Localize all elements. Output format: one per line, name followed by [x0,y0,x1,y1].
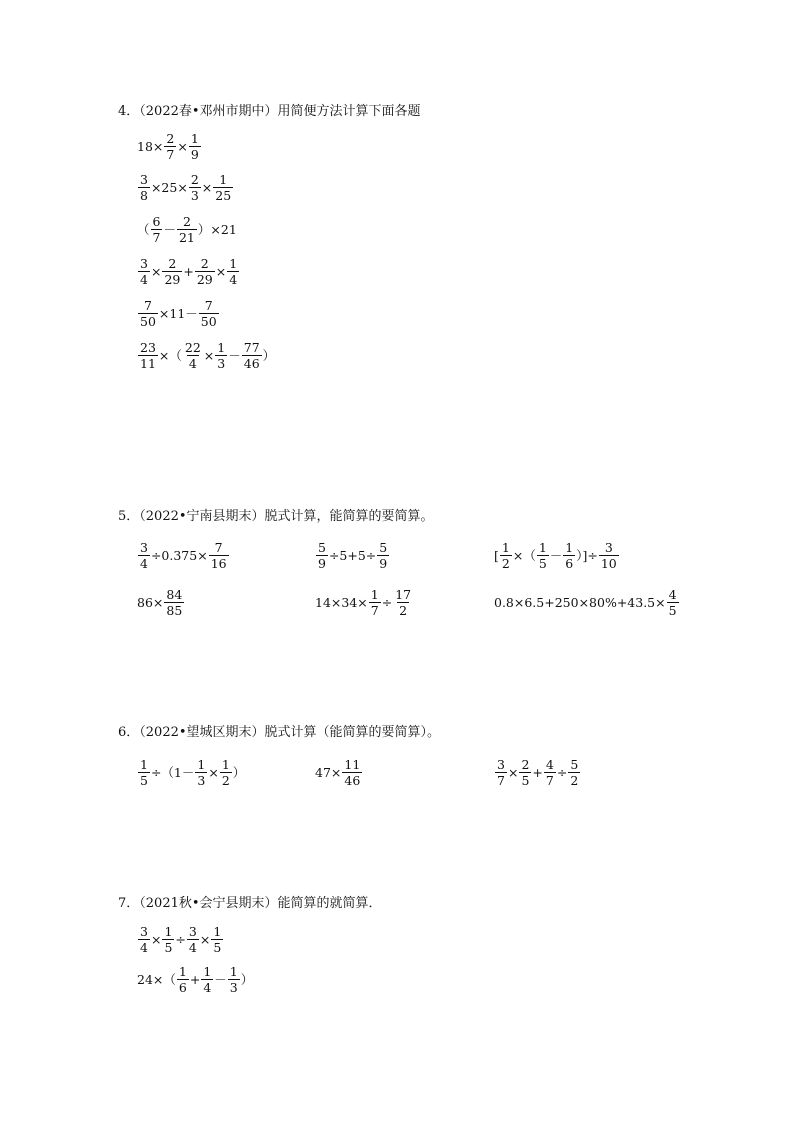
expression-text: ） [262,348,276,363]
fraction-numerator: 1 [164,923,173,939]
fraction-numerator: 5 [318,539,326,555]
expression-text: × [199,931,211,947]
fraction-denominator: 2 [221,772,230,788]
expression-text: ×25× [150,179,188,195]
fraction [138,340,158,371]
fraction-denominator: 9 [190,146,199,162]
fraction [242,340,262,371]
fraction-numerator: 3 [188,923,197,939]
expression-text: ）]÷ [576,548,598,563]
fraction-numerator: 3 [140,539,148,555]
fraction [138,924,150,955]
fraction-numerator: 7 [214,539,223,555]
fraction [316,540,328,571]
fraction [177,964,189,995]
fraction [211,924,223,955]
fraction [138,298,158,329]
math-expression [494,754,581,790]
expression-text: 86× [137,594,164,610]
math-expression [137,584,185,620]
fraction-denominator: 4 [140,555,148,571]
fraction [519,757,531,788]
fraction [164,587,184,618]
fraction-denominator: 7 [545,772,554,788]
fraction-denominator: 16 [210,555,227,571]
fraction-numerator: 1 [370,586,379,602]
fraction [667,587,679,618]
expression-text: + [532,764,543,780]
fraction-numerator: 3 [140,255,148,271]
fraction-numerator: 23 [140,339,156,355]
fraction [227,256,239,287]
fraction [138,757,150,788]
fraction [220,757,232,788]
fraction [599,540,619,571]
fraction-denominator: 5 [668,602,677,618]
fraction-denominator: 2 [570,772,579,788]
expression-text: ÷0.375× [150,547,208,563]
math-expression [137,253,240,289]
fraction-denominator: 5 [213,939,222,955]
fraction-denominator: 11 [140,355,156,371]
math-expression [137,128,202,164]
fraction-denominator: 3 [217,355,226,371]
fraction-numerator: 2 [521,756,530,772]
fraction-numerator: 22 [184,339,201,355]
fraction-denominator: 25 [215,187,232,203]
fraction-denominator: 50 [140,313,156,329]
expression-text: ÷（1－ [150,765,195,780]
expression-text: ×11－ [158,306,198,321]
fraction-denominator: 4 [203,979,212,995]
fraction-numerator: 1 [203,963,212,979]
fraction [563,540,575,571]
fraction-denominator: 7 [152,229,161,245]
fraction [228,964,240,995]
fraction [369,587,381,618]
fraction-denominator: 3 [197,772,206,788]
fraction-denominator: 6 [565,555,574,571]
fraction [209,540,229,571]
fraction [199,298,219,329]
expression-text: + [183,263,194,279]
fraction-numerator: 2 [166,130,175,146]
math-expression [137,961,253,997]
expression-text: × [208,764,219,780]
fraction-denominator: 4 [140,939,148,955]
fraction-numerator: 1 [140,756,148,772]
fraction-numerator: 1 [213,923,222,939]
expression-text: × [507,764,519,780]
fraction [377,540,389,571]
fraction-denominator: 46 [344,772,361,788]
fraction [151,214,163,245]
fraction [189,172,201,203]
math-expression [494,584,680,620]
fraction-numerator: 1 [538,539,547,555]
fraction-denominator: 4 [188,939,197,955]
expression-text: ） [232,765,246,780]
problem-5-heading: 5．（2022•宁南县期末）脱式计算，能简算的要简算。 [118,509,434,524]
fraction [342,757,362,788]
fraction [164,131,176,162]
fraction-denominator: 7 [166,146,175,162]
fraction [177,214,197,245]
expression-text: × [203,347,215,363]
expression-text: 47× [315,764,342,780]
fraction [183,340,203,371]
expression-text: + [189,971,201,987]
fraction [201,964,213,995]
fraction-numerator: 3 [604,539,613,555]
math-expression [137,754,245,790]
expression-text: 18× [137,138,164,154]
fraction-numerator: 1 [217,339,226,355]
fraction [138,172,150,203]
fraction-denominator: 3 [229,979,238,995]
fraction [195,757,207,788]
fraction-numerator: 77 [243,339,260,355]
fraction-denominator: 2 [399,602,408,618]
fraction-numerator: 1 [229,963,238,979]
fraction [544,757,556,788]
expression-text: － [228,348,241,363]
expression-text: － [163,222,176,237]
fraction-denominator: 3 [190,187,199,203]
fraction [495,757,507,788]
math-expression [137,537,230,573]
fraction-denominator: 85 [166,602,183,618]
expression-text: ×（ [512,548,536,563]
fraction-numerator: 4 [668,586,677,602]
fraction-numerator: 3 [140,171,148,187]
fraction [162,924,174,955]
fraction-denominator: 21 [178,229,195,245]
math-expression [137,169,234,205]
fraction-denominator: 5 [521,772,530,788]
fraction-numerator: 3 [140,923,148,939]
expression-text: × [150,931,162,947]
expression-text: 24×（ [137,972,176,987]
math-expression [137,921,224,957]
fraction-denominator: 29 [196,271,213,287]
fraction-numerator: 1 [229,255,238,271]
fraction [213,172,233,203]
fraction-numerator: 4 [545,756,554,772]
fraction-numerator: 17 [395,586,412,602]
expression-text: ÷ [556,764,568,780]
expression-text: － [214,972,227,987]
fraction-numerator: 7 [204,297,213,313]
math-expression [494,537,620,573]
fraction [215,340,227,371]
expression-text: × [215,263,227,279]
fraction [537,540,549,571]
fraction [189,131,201,162]
fraction-denominator: 4 [140,271,148,287]
fraction-denominator: 2 [501,555,510,571]
fraction-denominator: 6 [178,979,187,995]
fraction-denominator: 4 [188,355,197,371]
math-expression [137,211,237,247]
fraction-denominator: 5 [164,939,173,955]
fraction-numerator: 1 [197,756,206,772]
fraction-denominator: 7 [370,602,379,618]
expression-text: ×（ [158,348,182,363]
fraction-denominator: 5 [140,772,148,788]
fraction-numerator: 6 [152,213,161,229]
fraction-numerator: 11 [344,756,361,772]
fraction [162,256,182,287]
math-expression [315,754,363,790]
fraction [568,757,580,788]
expression-text: ÷5+5÷ [328,547,377,563]
fraction-numerator: 1 [221,756,230,772]
fraction-denominator: 4 [229,271,238,287]
fraction-numerator: 7 [143,297,152,313]
fraction-denominator: 9 [379,555,388,571]
fraction-numerator: 2 [200,255,209,271]
expression-text: ÷ [175,931,186,947]
expression-text: 14×34× [315,594,368,610]
fraction [195,256,215,287]
fraction [187,924,199,955]
fraction-numerator: 1 [190,130,199,146]
math-expression [315,537,390,573]
expression-text: × [177,138,188,154]
fraction-denominator: 7 [497,772,505,788]
fraction-numerator: 3 [497,756,505,772]
expression-text: ） [240,972,254,987]
fraction-denominator: 29 [164,271,181,287]
fraction-numerator: 5 [570,756,579,772]
fraction [393,587,413,618]
problem-4-heading: 4．（2022春•邓州市期中）用简便方法计算下面各题 [118,104,421,119]
fraction-numerator: 2 [190,171,199,187]
expression-text: 0.8×6.5+250×80%+43.5× [494,594,666,610]
expression-text: ）×21 [197,222,237,237]
fraction-denominator: 46 [243,355,260,371]
expression-text: × [201,179,213,195]
math-expression [315,584,414,620]
fraction-numerator: 1 [565,539,574,555]
math-expression [137,295,220,331]
expression-text: （ [137,222,150,237]
expression-text: － [549,548,563,563]
fraction-denominator: 5 [538,555,547,571]
fraction-denominator: 8 [140,187,148,203]
fraction-numerator: 84 [166,586,183,602]
math-expression [137,337,275,373]
expression-text: [ [494,547,499,563]
fraction-denominator: 10 [600,555,617,571]
problem-6-heading: 6．（2022•望城区期末）脱式计算（能简算的要简算）。 [118,725,441,740]
expression-text: × [150,263,162,279]
fraction-numerator: 5 [379,539,388,555]
fraction [500,540,512,571]
fraction [138,256,150,287]
fraction-numerator: 1 [178,963,187,979]
expression-text: ÷ [381,594,393,610]
fraction-numerator: 2 [182,213,191,229]
fraction [138,540,150,571]
fraction-denominator: 9 [318,555,326,571]
fraction-numerator: 1 [219,171,228,187]
problem-7-heading: 7．（2021秋•会宁县期末）能简算的就简算． [118,896,382,911]
fraction-denominator: 50 [200,313,217,329]
fraction-numerator: 1 [501,539,510,555]
fraction-numerator: 2 [168,255,177,271]
